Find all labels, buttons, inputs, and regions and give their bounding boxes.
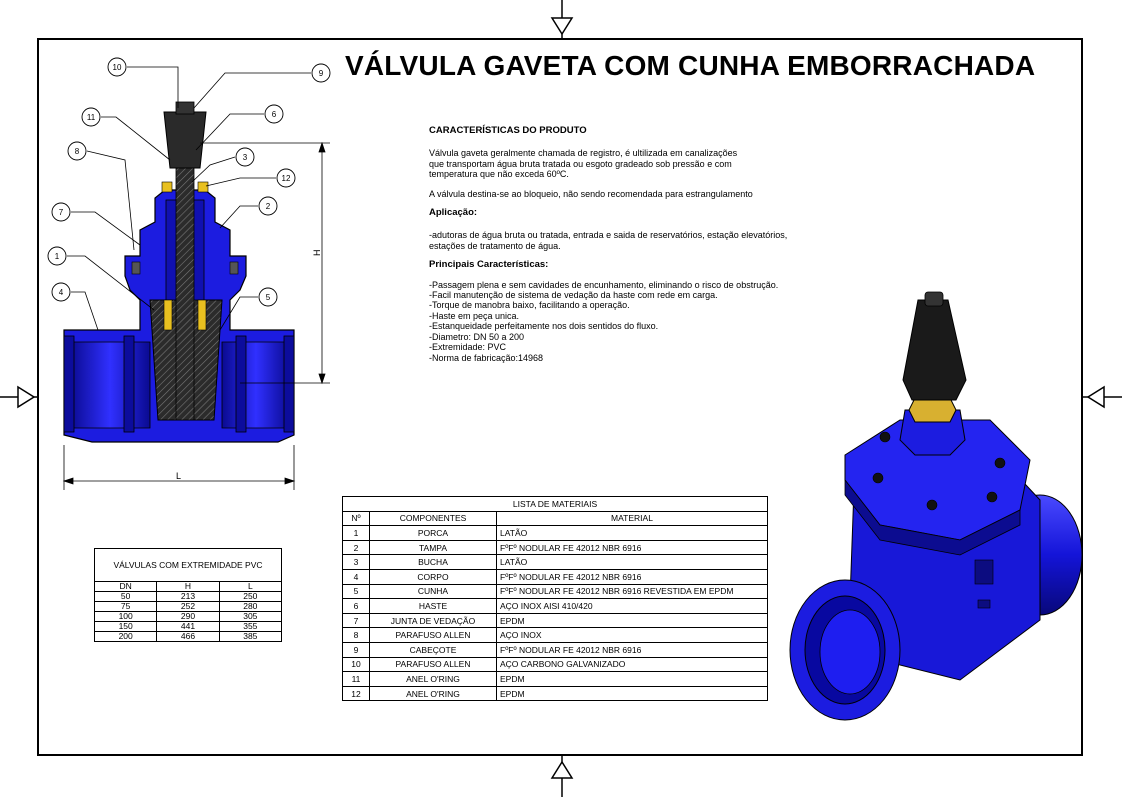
materials-row — [343, 657, 768, 672]
product-description — [429, 126, 809, 363]
dim-h: 466 — [157, 632, 219, 642]
material-component: HASTE — [370, 599, 497, 614]
material-no: 7 — [343, 613, 370, 628]
feature-item: -Estanqueidade perfeitamente nos dois sentidos do fluxo. — [429, 321, 659, 332]
material-value: FºFº NODULAR FE 42012 NBR 6916 — [497, 569, 768, 584]
callout-balloon — [277, 169, 295, 187]
materials-row — [343, 672, 768, 687]
materials-row — [343, 555, 768, 570]
material-no: 5 — [343, 584, 370, 599]
material-value: EPDM — [497, 686, 768, 701]
callout-balloon — [259, 197, 277, 215]
material-component: PARAFUSO ALLEN — [370, 657, 497, 672]
dim-l: 355 — [219, 622, 281, 632]
feature-item: -Torque de manobra baixo, facilitando a operação. — [429, 300, 630, 311]
material-value: AÇO INOX AISI 410/420 — [497, 599, 768, 614]
dimensions-table-title: VÁLVULAS COM EXTREMIDADE PVC — [95, 549, 282, 582]
callout-balloon — [82, 108, 100, 126]
callout-balloon — [108, 58, 126, 76]
callout-number: 2 — [265, 202, 271, 211]
materials-header-material: MATERIAL — [497, 511, 768, 526]
material-no: 10 — [343, 657, 370, 672]
dimensions-header-dn: DN — [95, 582, 157, 592]
features-heading: Principais Características: — [429, 259, 549, 271]
callout-number: 3 — [242, 153, 248, 162]
feature-item: -Passagem plena e sem cavidades de encunhamento, eliminando o risco de obstrução. — [429, 279, 779, 290]
dim-dn: 200 — [95, 632, 157, 642]
dimension-l — [64, 445, 294, 490]
intro-line: temperatura que não exceda 60ºC. — [429, 169, 569, 180]
dim-l: 305 — [219, 612, 281, 622]
materials-header-component: COMPONENTES — [370, 511, 497, 526]
material-component: CUNHA — [370, 584, 497, 599]
material-component: BUCHA — [370, 555, 497, 570]
materials-table-title: LISTA DE MATERIAIS — [343, 497, 768, 512]
materials-row — [343, 599, 768, 614]
callout-balloon — [236, 148, 254, 166]
callout-number: 4 — [58, 288, 64, 297]
features-list — [429, 280, 809, 363]
material-value: LATÃO — [497, 555, 768, 570]
material-no: 4 — [343, 569, 370, 584]
material-value: FºFº NODULAR FE 42012 NBR 6916 — [497, 642, 768, 657]
dimensions-table — [94, 548, 282, 642]
material-no: 12 — [343, 686, 370, 701]
callout-number: 6 — [271, 110, 277, 119]
dim-l: 280 — [219, 602, 281, 612]
callout-number: 12 — [281, 174, 291, 183]
application-line: -adutoras de água bruta ou tratada, entrada e saida de reservatórios, estação elevatórios, — [429, 230, 788, 241]
feature-item: -Norma de fabricação:14968 — [429, 352, 544, 363]
materials-row — [343, 569, 768, 584]
application-line: estações de tratamento de água. — [429, 240, 561, 251]
page-title: VÁLVULA GAVETA COM CUNHA EMBORRACHADA — [345, 50, 1036, 81]
callout-number: 7 — [58, 208, 64, 217]
dim-dn: 150 — [95, 622, 157, 632]
dim-dn: 75 — [95, 602, 157, 612]
material-component: CABEÇOTE — [370, 642, 497, 657]
materials-table — [342, 496, 768, 701]
dim-h: 252 — [157, 602, 219, 612]
dimension-l-label: L — [176, 471, 182, 481]
dimensions-row — [95, 592, 282, 602]
dim-h: 290 — [157, 612, 219, 622]
dim-dn: 100 — [95, 612, 157, 622]
dimension-h-label: H — [312, 249, 322, 256]
material-no: 3 — [343, 555, 370, 570]
materials-row — [343, 613, 768, 628]
dimensions-header-h: H — [157, 582, 219, 592]
description-note: A válvula destina-se ao bloqueio, não sendo recomendada para estrangulamento — [429, 188, 753, 199]
dimensions-row — [95, 612, 282, 622]
callout-number: 1 — [54, 252, 60, 261]
callout-balloon — [68, 142, 86, 160]
materials-row — [343, 526, 768, 541]
material-component: PORCA — [370, 526, 497, 541]
callout-balloon — [265, 105, 283, 123]
materials-row — [343, 642, 768, 657]
dimensions-row — [95, 622, 282, 632]
dimensions-row — [95, 632, 282, 642]
material-value: EPDM — [497, 672, 768, 687]
materials-row — [343, 628, 768, 643]
intro-line: que transportam água bruta tratada ou esgoto gradeado sob pressão e com — [429, 158, 732, 169]
material-component: ANEL O'RING — [370, 686, 497, 701]
callout-balloon — [259, 288, 277, 306]
feature-item: -Haste em peça unica. — [429, 310, 520, 321]
material-value: FºFº NODULAR FE 42012 NBR 6916 — [497, 540, 768, 555]
application-heading: Aplicação: — [429, 207, 478, 219]
callout-balloon — [312, 64, 330, 82]
callout-number: 8 — [74, 147, 80, 156]
material-no: 1 — [343, 526, 370, 541]
description-intro — [429, 148, 809, 179]
materials-row — [343, 686, 768, 701]
callout-number: 11 — [86, 113, 96, 122]
dim-h: 441 — [157, 622, 219, 632]
valve-section-view — [64, 102, 294, 442]
feature-item: -Diametro: DN 50 a 200 — [429, 331, 525, 342]
callout-number: 10 — [112, 63, 122, 72]
material-no: 2 — [343, 540, 370, 555]
description-heading: CARACTERÍSTICAS DO PRODUTO — [429, 125, 587, 136]
feature-item: -Facil manutenção de sistema de vedação da haste com rede em carga. — [429, 290, 718, 301]
callout-number: 5 — [265, 293, 271, 302]
material-value: EPDM — [497, 613, 768, 628]
material-value: LATÃO — [497, 526, 768, 541]
material-value: FºFº NODULAR FE 42012 NBR 6916 REVESTIDA EM EPDM — [497, 584, 768, 599]
callout-balloon — [48, 247, 66, 265]
material-component: ANEL O'RING — [370, 672, 497, 687]
application-text — [429, 230, 809, 251]
intro-line: Válvula gaveta geralmente chamada de registro, é ultilizada em canalizações — [429, 148, 738, 159]
dim-l: 385 — [219, 632, 281, 642]
callout-balloon — [52, 283, 70, 301]
material-component: CORPO — [370, 569, 497, 584]
dim-h: 213 — [157, 592, 219, 602]
material-no: 9 — [343, 642, 370, 657]
materials-row — [343, 584, 768, 599]
valve-3d-view — [790, 292, 1082, 720]
material-value: AÇO CARBONO GALVANIZADO — [497, 657, 768, 672]
dim-l: 250 — [219, 592, 281, 602]
callout-balloon — [52, 203, 70, 221]
callout-number: 9 — [318, 69, 324, 78]
material-value: AÇO INOX — [497, 628, 768, 643]
feature-item: -Extremidade: PVC — [429, 342, 507, 353]
dimensions-row — [95, 602, 282, 612]
material-component: TAMPA — [370, 540, 497, 555]
material-no: 11 — [343, 672, 370, 687]
materials-header-no: Nº — [343, 511, 370, 526]
dimensions-header-l: L — [219, 582, 281, 592]
material-component: JUNTA DE VEDAÇÃO — [370, 613, 497, 628]
dim-dn: 50 — [95, 592, 157, 602]
material-no: 6 — [343, 599, 370, 614]
material-component: PARAFUSO ALLEN — [370, 628, 497, 643]
material-no: 8 — [343, 628, 370, 643]
materials-row — [343, 540, 768, 555]
